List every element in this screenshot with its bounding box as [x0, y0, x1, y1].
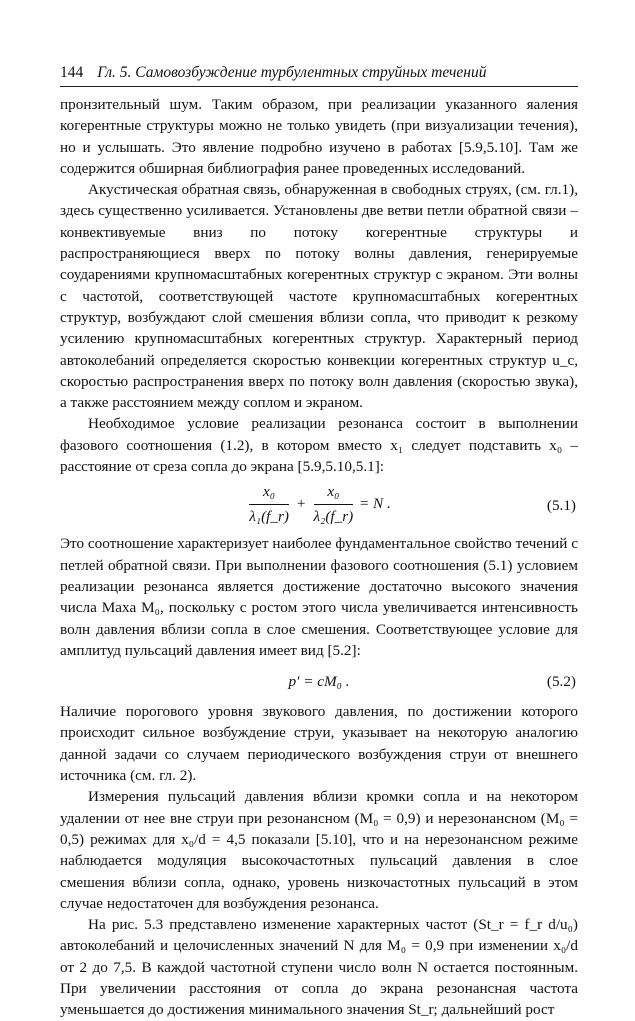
- equation-5-1-formula: [60, 481, 578, 527]
- page-number: 144: [60, 64, 84, 81]
- fraction-2-denominator: λ₂(f_r): [313, 507, 354, 525]
- fraction-2-numerator: x₀: [314, 481, 354, 504]
- paragraph-7: На рис. 5.3 представлено изменение характерных частот (St_r = f_r d/u₀) автоколебаний и целочисленных значений N для M₀ = 0,9 при изменении x₀/d от 2 до 7,5. В каждой частотной ступени число волн N остается постоянным. При увеличении расстояния от сопла до экрана резонансная частота уменьшается до достижения минимального значения St_r; дальнейший рост: [60, 916, 578, 1019]
- fraction-1: [249, 481, 289, 527]
- paragraph-6: Измерения пульсаций давления вблизи кромки сопла и на некотором удалении от нее вне струи при резонансном (M₀ = 0,9) и нерезонансном (M₀ = 0,5) режимах для x₀/d = 4,5 показали [5.10], что и на нерезонансном режиме наблюдается модуляция высокочастотных пульсаций давления в слое смешения вблизи сопла, однако, уровень низкочастотных пульсаций в этом случае недостаточен для возбуждения резонанса.: [60, 788, 578, 912]
- paragraph-2: Акустическая обратная связь, обнаруженная в свободных струях, (см. гл.1), здесь существенно усиливается. Установлены две ветви петли обратной связи – конвективуемые вниз по потоку когерентные структуры и распространяющиеся вверх по потоку волны давления, генерируемые соударениями крупномасштабных когерентных структур с экраном. Эти волны с частотой, соответствующей частоте крупномасштабных когерентных структур, возбуждают слой смешения вблизи сопла, что приводит к резкому усилению крупномасштабных когерентных структур. Характерный период автоколебаний определяется скоростью конвекции когерентных структур u_c, скоростью распространения вверх по потоку волн давления (скоростью звука), а также расстоянием между соплом и экраном.: [60, 181, 578, 412]
- paragraph-3: Необходимое условие реализации резонанса состоит в выполнении фазового соотношения (1.2), в котором вместо x₁ следует подставить x₀ – расстояние от среза сопла до экрана [5.9,5.10,5.1]:: [60, 415, 578, 476]
- equation-5-1-label: (5.1): [546, 497, 576, 515]
- header-rule: [60, 86, 578, 87]
- paragraph-5: Наличие порогового уровня звукового давления, по достижении которого происходит сильное возбуждение струи, указывает на некоторую аналогию данной задачи со случаем периодического возбуждения струи от внешнего источника (см. гл. 2).: [60, 703, 578, 785]
- running-header: [60, 64, 578, 82]
- paragraph-1: пронзительный шум. Таким образом, при реализации указанного яаления когерентные структуры можно не только увидеть (при визуализации течения), но и услышать. Это явление подробно изучено в работах [5.9,5.10]. Там же содержится обширная библиография ранее проведенных исследований.: [60, 96, 578, 177]
- equation-5-2: [60, 665, 578, 699]
- plus-sign: +: [296, 495, 306, 513]
- equation-5-1-rhs: = N .: [359, 495, 391, 513]
- running-title: Гл. 5. Самовозбуждение турбулентных струйных течений: [97, 64, 487, 81]
- equation-5-1: [60, 481, 578, 531]
- paragraph-4: Это соотношение характеризует наиболее фундаментальное свойство течений с петлей обратной связи. При выполнении фазового соотношения (5.1) условием реализации резонанса является достижение достаточно высокого значения числа Маха M₀, поскольку с ростом этого числа увеличивается интенсивность волн давления вблизи сопла в слое смешения. Соответствующее условие для амплитуд пульсаций давления имеет вид [5.2]:: [60, 535, 578, 659]
- page-body: [60, 94, 578, 1021]
- equation-5-2-formula: p′ = cM₀ .: [288, 673, 350, 691]
- fraction-2: [314, 481, 354, 527]
- fraction-1-numerator: x₀: [249, 481, 289, 504]
- fraction-1-denominator: λ₁(f_r): [249, 507, 289, 525]
- equation-5-2-label: (5.2): [546, 673, 576, 691]
